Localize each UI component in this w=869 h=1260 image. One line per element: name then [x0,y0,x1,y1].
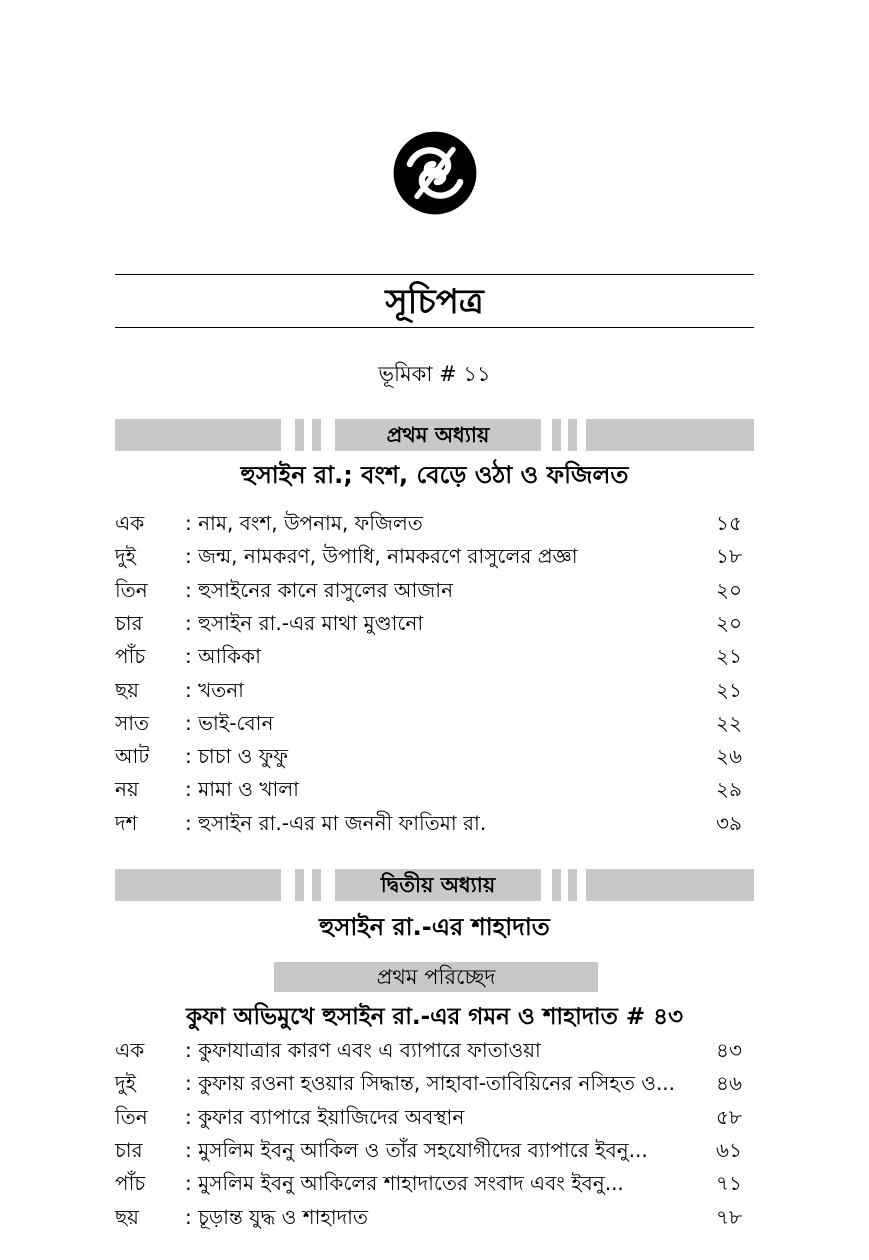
toc-title: : মুসলিম ইবনু আকিল ও তাঁর সহযোগীদের ব্যাপারে ইবনু... [185,1137,648,1162]
toc-page-number: ৪৬ [716,1071,742,1096]
toc-page-number: ২২ [715,710,742,735]
toc-page-number: ২০ [715,610,742,635]
toc-number: নয় [115,777,139,802]
toc-row [115,640,754,672]
toc-row [115,1034,754,1066]
toc-number: দুই [115,544,136,569]
band-segment [295,419,304,451]
band-segment [586,419,754,451]
toc-title: : কুফায় রওনা হওয়ার সিদ্ধান্ত, সাহাবা-তাবিয়িনের নসিহত ও... [185,1071,676,1096]
band-segment [568,419,577,451]
band-segment [115,419,281,451]
toc-number: পাঁচ [115,644,146,669]
toc-row [115,574,754,606]
toc-row [115,773,754,805]
toc-title: : কুফার ব্যাপারে ইয়াজিদের অবস্থান [185,1104,465,1129]
toc-title: : হুসাইন রা.-এর মা জননী ফাতিমা রা. [185,810,487,835]
toc-title: : আকিকা [185,644,261,669]
toc-row [115,707,754,739]
toc-row [115,740,754,772]
toc-title: : মুসলিম ইবনু আকিলের শাহাদাতের সংবাদ এবং ইবনু... [185,1171,624,1196]
band-segment [312,419,321,451]
title-rule-top [115,274,754,275]
toc-number: তিন [115,1104,148,1129]
toc-page-number: ৫৮ [716,1104,742,1129]
toc-number: সাত [115,710,150,735]
toc-page-number: ৭১ [716,1171,742,1196]
toc-row [115,1067,754,1099]
section-label: প্রথম পরিচ্ছেদ [274,962,598,992]
toc-page-number: ২৬ [715,744,742,769]
toc-page-number: ৪৩ [716,1038,742,1062]
toc-number: দশ [115,810,138,835]
band-segment [586,869,754,901]
toc-number: তিন [115,577,148,602]
chapter-band [115,869,754,901]
page-title: সূচিপত্র [385,282,484,322]
toc-intro-entry: ভূমিকা # ১১ [378,362,491,386]
chapter-subtitle: হুসাইন রা.; বংশ, বেড়ে ওঠা ও ফজিলত [240,461,629,489]
toc-page-number: ২১ [716,644,742,669]
toc-row [115,540,754,572]
toc-page-number: ৬১ [716,1137,742,1162]
toc-number: আট [115,744,150,769]
toc-title: : ভাই-বোন [185,710,274,735]
toc-title: : মামা ও খালা [185,777,299,802]
publisher-logo-icon [390,128,480,218]
toc-row [115,607,754,639]
toc-number: এক [115,511,145,535]
toc-page-number: ১৮ [716,544,742,569]
toc-row [115,1167,754,1199]
toc-title: : হুসাইন রা.-এর মাথা মুণ্ডানো [185,610,424,635]
chapter-label: প্রথম অধ্যায় [335,419,541,451]
toc-page-number: ২৯ [716,777,742,802]
toc-number: পাঁচ [115,1171,146,1196]
section-subtitle: কুফা অভিমুখে হুসাইন রা.-এর গমন ও শাহাদাত # ৪৩ [185,1004,684,1030]
toc-number: ছয় [115,677,139,702]
toc-number: এক [115,1038,145,1062]
toc-row [115,507,754,539]
toc-page-number: ২০ [715,577,742,602]
toc-title: : খতনা [185,677,244,702]
chapter-band [115,419,754,451]
toc-page-number: ১৫ [716,511,742,535]
chapter-label: দ্বিতীয় অধ্যায় [335,869,541,901]
toc-number: চার [115,1137,143,1162]
toc-page-number: ২১ [716,677,742,702]
toc-title: : কুফাযাত্রার কারণ এবং এ ব্যাপারে ফাতাওয়া [185,1038,541,1062]
band-segment [568,869,577,901]
toc-title: : জন্ম, নামকরণ, উপাধি, নামকরণে রাসুলের প্রজ্ঞা [185,544,578,569]
toc-title: : চূড়ান্ত যুদ্ধ ও শাহাদাত [185,1204,368,1229]
chapter-subtitle: হুসাইন রা.-এর শাহাদাত [319,913,550,941]
band-segment [552,869,561,901]
toc-number: চার [115,610,143,635]
toc-row [115,674,754,706]
toc-page-number: ৩৯ [716,810,742,835]
toc-number: ছয় [115,1204,139,1229]
toc-row [115,1201,754,1233]
toc-row [115,1101,754,1133]
toc-number: দুই [115,1071,136,1096]
title-rule-bottom [115,327,754,328]
toc-row [115,807,754,839]
band-segment [312,869,321,901]
band-segment [295,869,304,901]
band-segment [552,419,561,451]
toc-title: : নাম, বংশ, উপনাম, ফজিলত [185,511,423,535]
toc-title: : চাচা ও ফুফু [185,744,288,769]
toc-page-number: ৭৮ [716,1204,742,1229]
band-segment [115,869,281,901]
toc-title: : হুসাইনের কানে রাসুলের আজান [185,577,454,602]
toc-row [115,1134,754,1166]
